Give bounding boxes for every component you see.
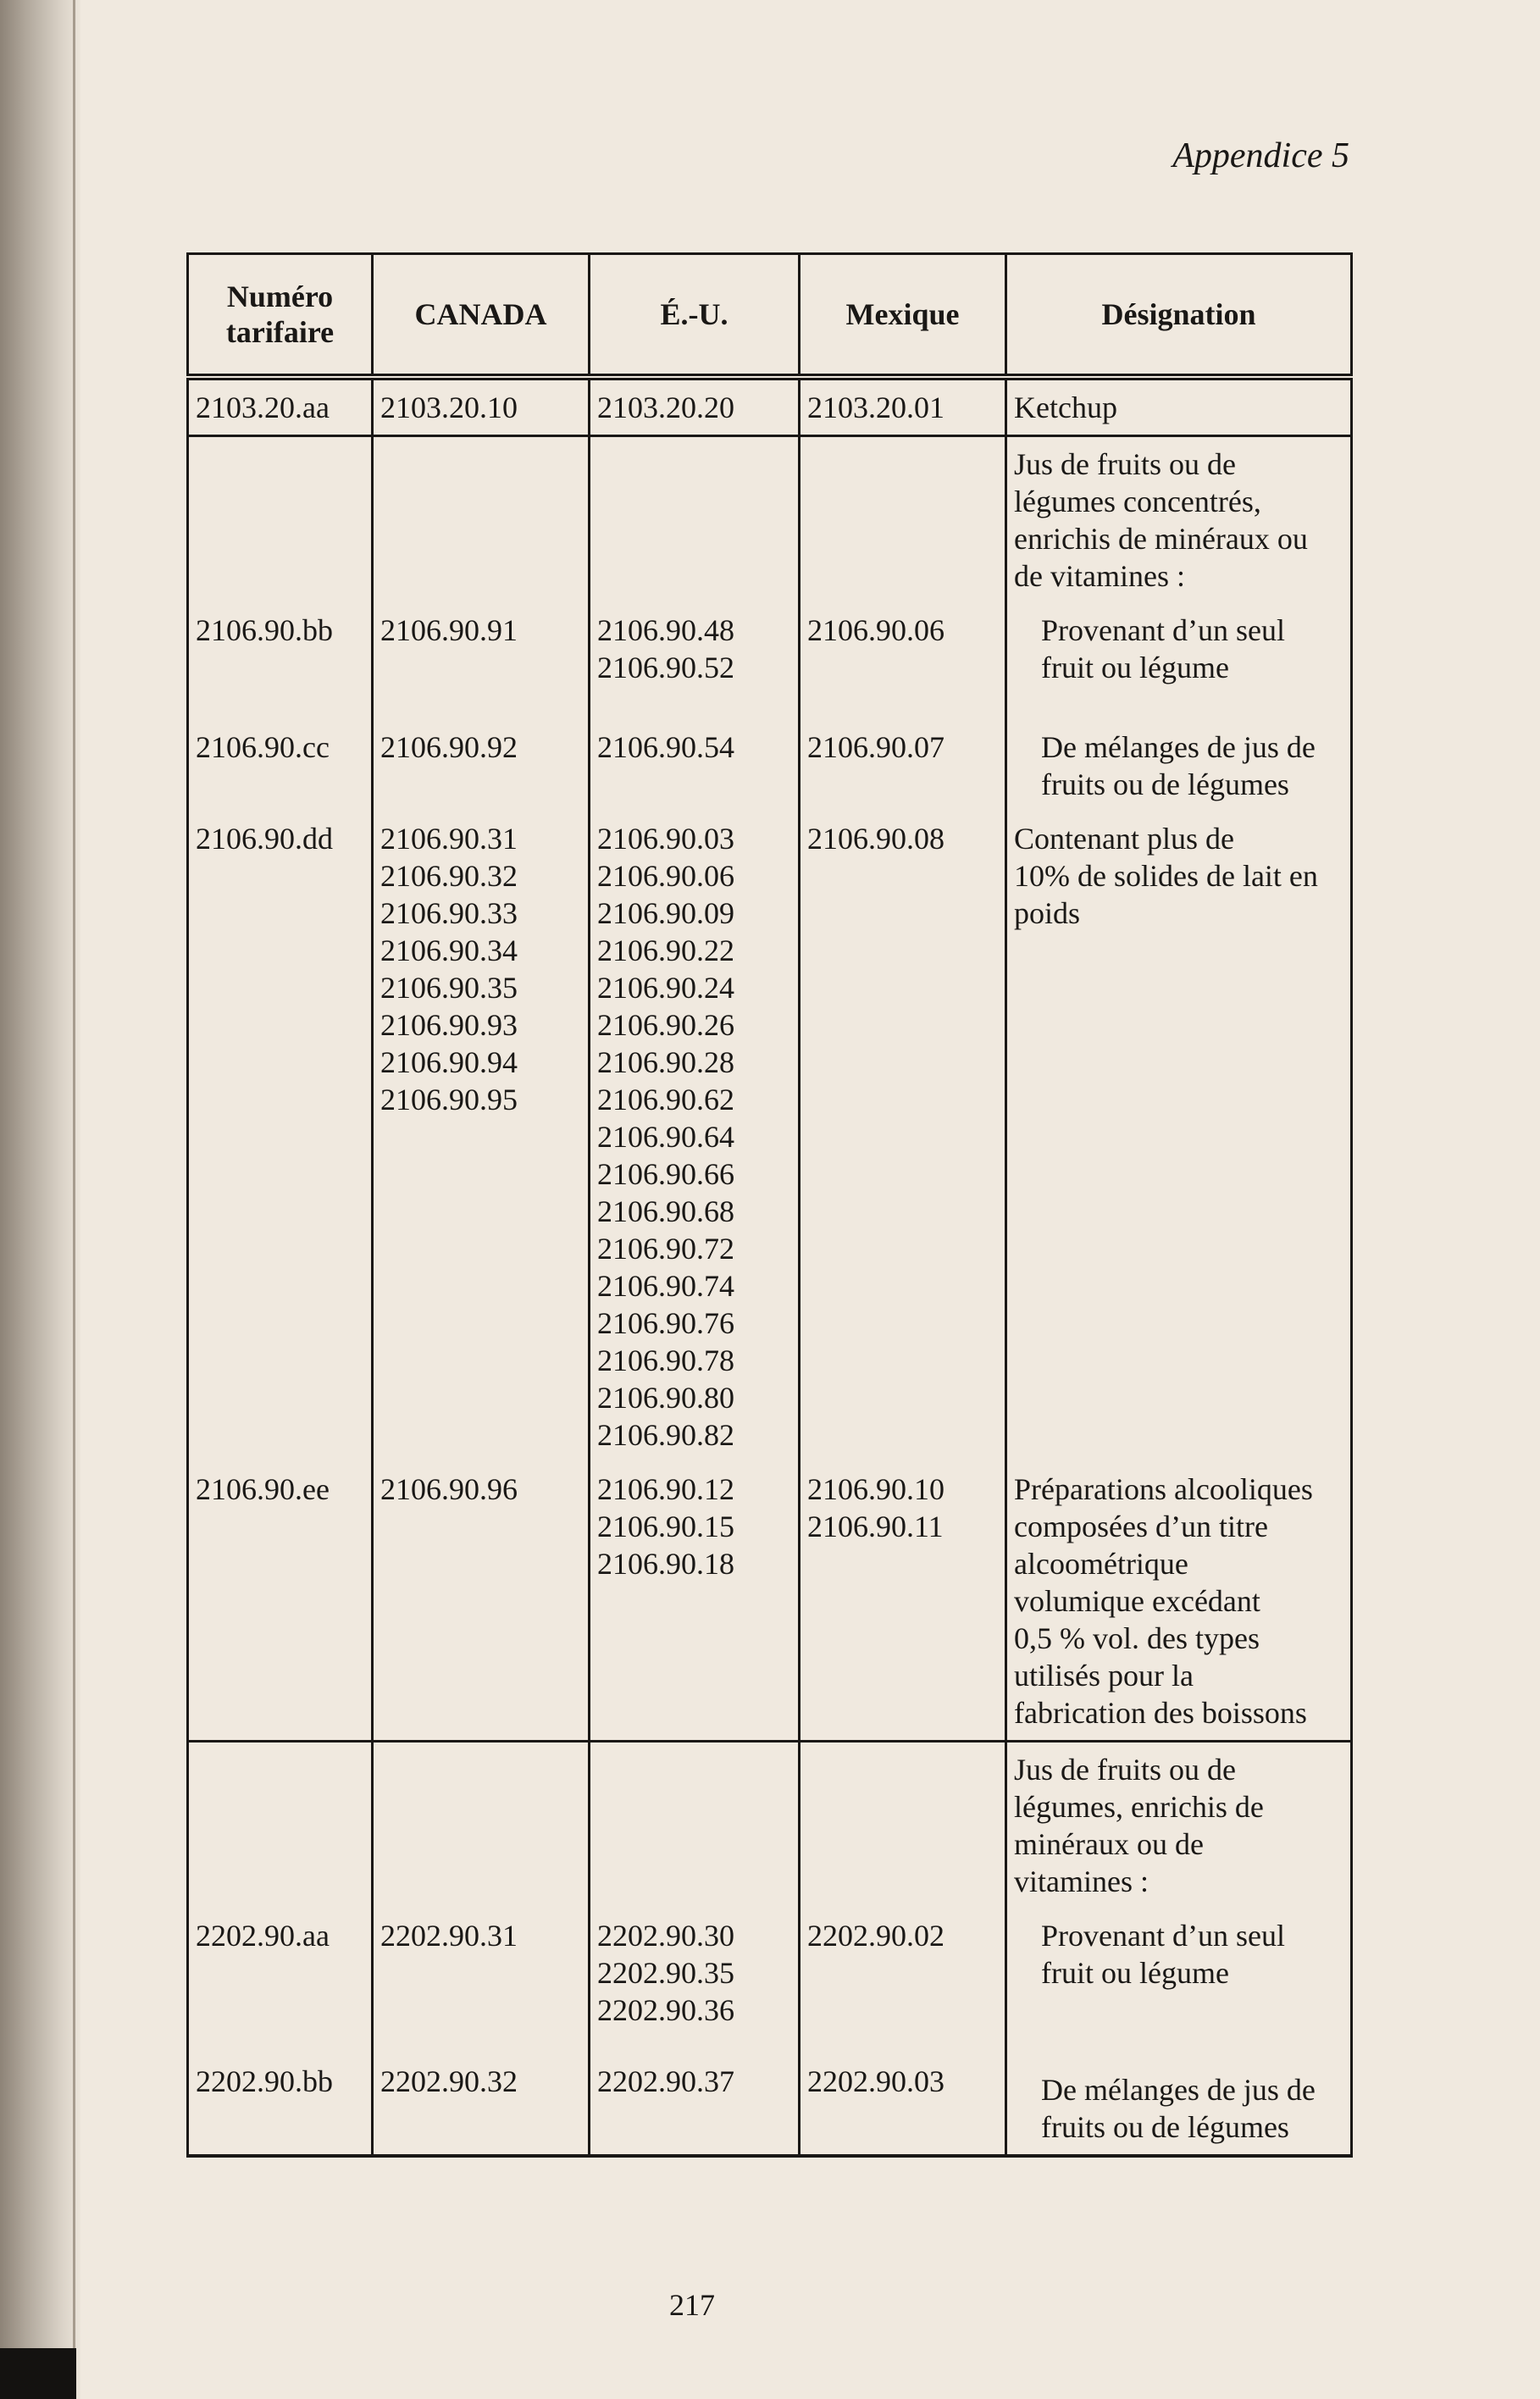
cell-canada xyxy=(373,1742,590,1909)
cell-canada: 2202.90.31 xyxy=(373,1909,590,2037)
cell-numero: 2106.90.cc xyxy=(188,695,373,812)
cell-designation: De mélanges de jus de fruits ou de légumes xyxy=(1006,2037,1352,2156)
cell-eu: 2106.90.54 xyxy=(590,695,800,812)
cell-canada: 2106.90.92 xyxy=(373,695,590,812)
cell-canada: 2202.90.32 xyxy=(373,2037,590,2156)
cell-canada: 2106.90.31 2106.90.32 2106.90.33 2106.90.34 2106.90.35 2106.90.93 2106.90.94 2106.90.95 xyxy=(373,812,590,1462)
book-binding-edge xyxy=(73,0,75,2399)
cell-numero: 2106.90.ee xyxy=(188,1462,373,1742)
page-number: 217 xyxy=(669,2288,715,2322)
cell-mexique: 2106.90.10 2106.90.11 xyxy=(800,1462,1006,1742)
cell-designation: Préparations alcooliques composées d’un titre alcoométrique volumique excédant 0,5 % vol. des types utilisés pour la fabrication des boissons xyxy=(1006,1462,1352,1742)
cell-designation: Jus de fruits ou de légumes concentrés, enrichis de minéraux ou de vitamines : xyxy=(1006,436,1352,604)
cell-canada: 2103.20.10 xyxy=(373,377,590,436)
table-row xyxy=(188,695,1352,812)
book-binding-shadow xyxy=(0,0,80,2399)
table-row xyxy=(188,436,1352,604)
cell-numero: 2106.90.bb xyxy=(188,603,373,695)
cell-eu: 2103.20.20 xyxy=(590,377,800,436)
cell-mexique: 2202.90.02 xyxy=(800,1909,1006,2037)
tariff-table xyxy=(186,252,1353,2158)
column-header-canada: CANADA xyxy=(373,254,590,378)
cell-designation: Provenant d’un seul fruit ou légume xyxy=(1006,603,1352,695)
column-header-numero: Numéro tarifaire xyxy=(188,254,373,378)
table-row xyxy=(188,2037,1352,2156)
running-header: Appendice 5 xyxy=(1172,136,1349,175)
table-row xyxy=(188,1909,1352,2037)
cell-canada: 2106.90.96 xyxy=(373,1462,590,1742)
cell-mexique xyxy=(800,1742,1006,1909)
cell-mexique: 2202.90.03 xyxy=(800,2037,1006,2156)
cell-canada xyxy=(373,436,590,604)
cell-canada: 2106.90.91 xyxy=(373,603,590,695)
table-row xyxy=(188,1742,1352,1909)
table-row xyxy=(188,603,1352,695)
cell-designation: De mélanges de jus de fruits ou de légumes xyxy=(1006,695,1352,812)
table-header-row xyxy=(188,254,1352,378)
cell-mexique xyxy=(800,436,1006,604)
cell-mexique: 2106.90.07 xyxy=(800,695,1006,812)
cell-eu: 2202.90.37 xyxy=(590,2037,800,2156)
cell-eu: 2106.90.48 2106.90.52 xyxy=(590,603,800,695)
cell-mexique: 2103.20.01 xyxy=(800,377,1006,436)
cell-eu xyxy=(590,1742,800,1909)
cell-designation: Ketchup xyxy=(1006,377,1352,436)
table-row xyxy=(188,1462,1352,1742)
cell-mexique: 2106.90.06 xyxy=(800,603,1006,695)
cell-numero xyxy=(188,1742,373,1909)
book-binding-corner xyxy=(0,2348,76,2399)
cell-designation: Contenant plus de 10% de solides de lait en poids xyxy=(1006,812,1352,1462)
cell-eu: 2202.90.30 2202.90.35 2202.90.36 xyxy=(590,1909,800,2037)
cell-designation: Jus de fruits ou de légumes, enrichis de minéraux ou de vitamines : xyxy=(1006,1742,1352,1909)
column-header-designation: Désignation xyxy=(1006,254,1352,378)
cell-numero: 2103.20.aa xyxy=(188,377,373,436)
cell-numero: 2202.90.bb xyxy=(188,2037,373,2156)
cell-eu xyxy=(590,436,800,604)
column-header-eu: É.-U. xyxy=(590,254,800,378)
cell-numero: 2202.90.aa xyxy=(188,1909,373,2037)
cell-designation: Provenant d’un seul fruit ou légume xyxy=(1006,1909,1352,2037)
column-header-mexique: Mexique xyxy=(800,254,1006,378)
cell-eu: 2106.90.03 2106.90.06 2106.90.09 2106.90.22 2106.90.24 2106.90.26 2106.90.28 2106.90.62 2106.90.64 2106.90.66 2106.90.68 2106.90.72 2106.90.74 2106.90.76 2106.90.78 2106.90.80 2106.90.82 xyxy=(590,812,800,1462)
table-row xyxy=(188,812,1352,1462)
cell-numero: 2106.90.dd xyxy=(188,812,373,1462)
cell-mexique: 2106.90.08 xyxy=(800,812,1006,1462)
cell-numero xyxy=(188,436,373,604)
cell-eu: 2106.90.12 2106.90.15 2106.90.18 xyxy=(590,1462,800,1742)
table-row xyxy=(188,377,1352,436)
